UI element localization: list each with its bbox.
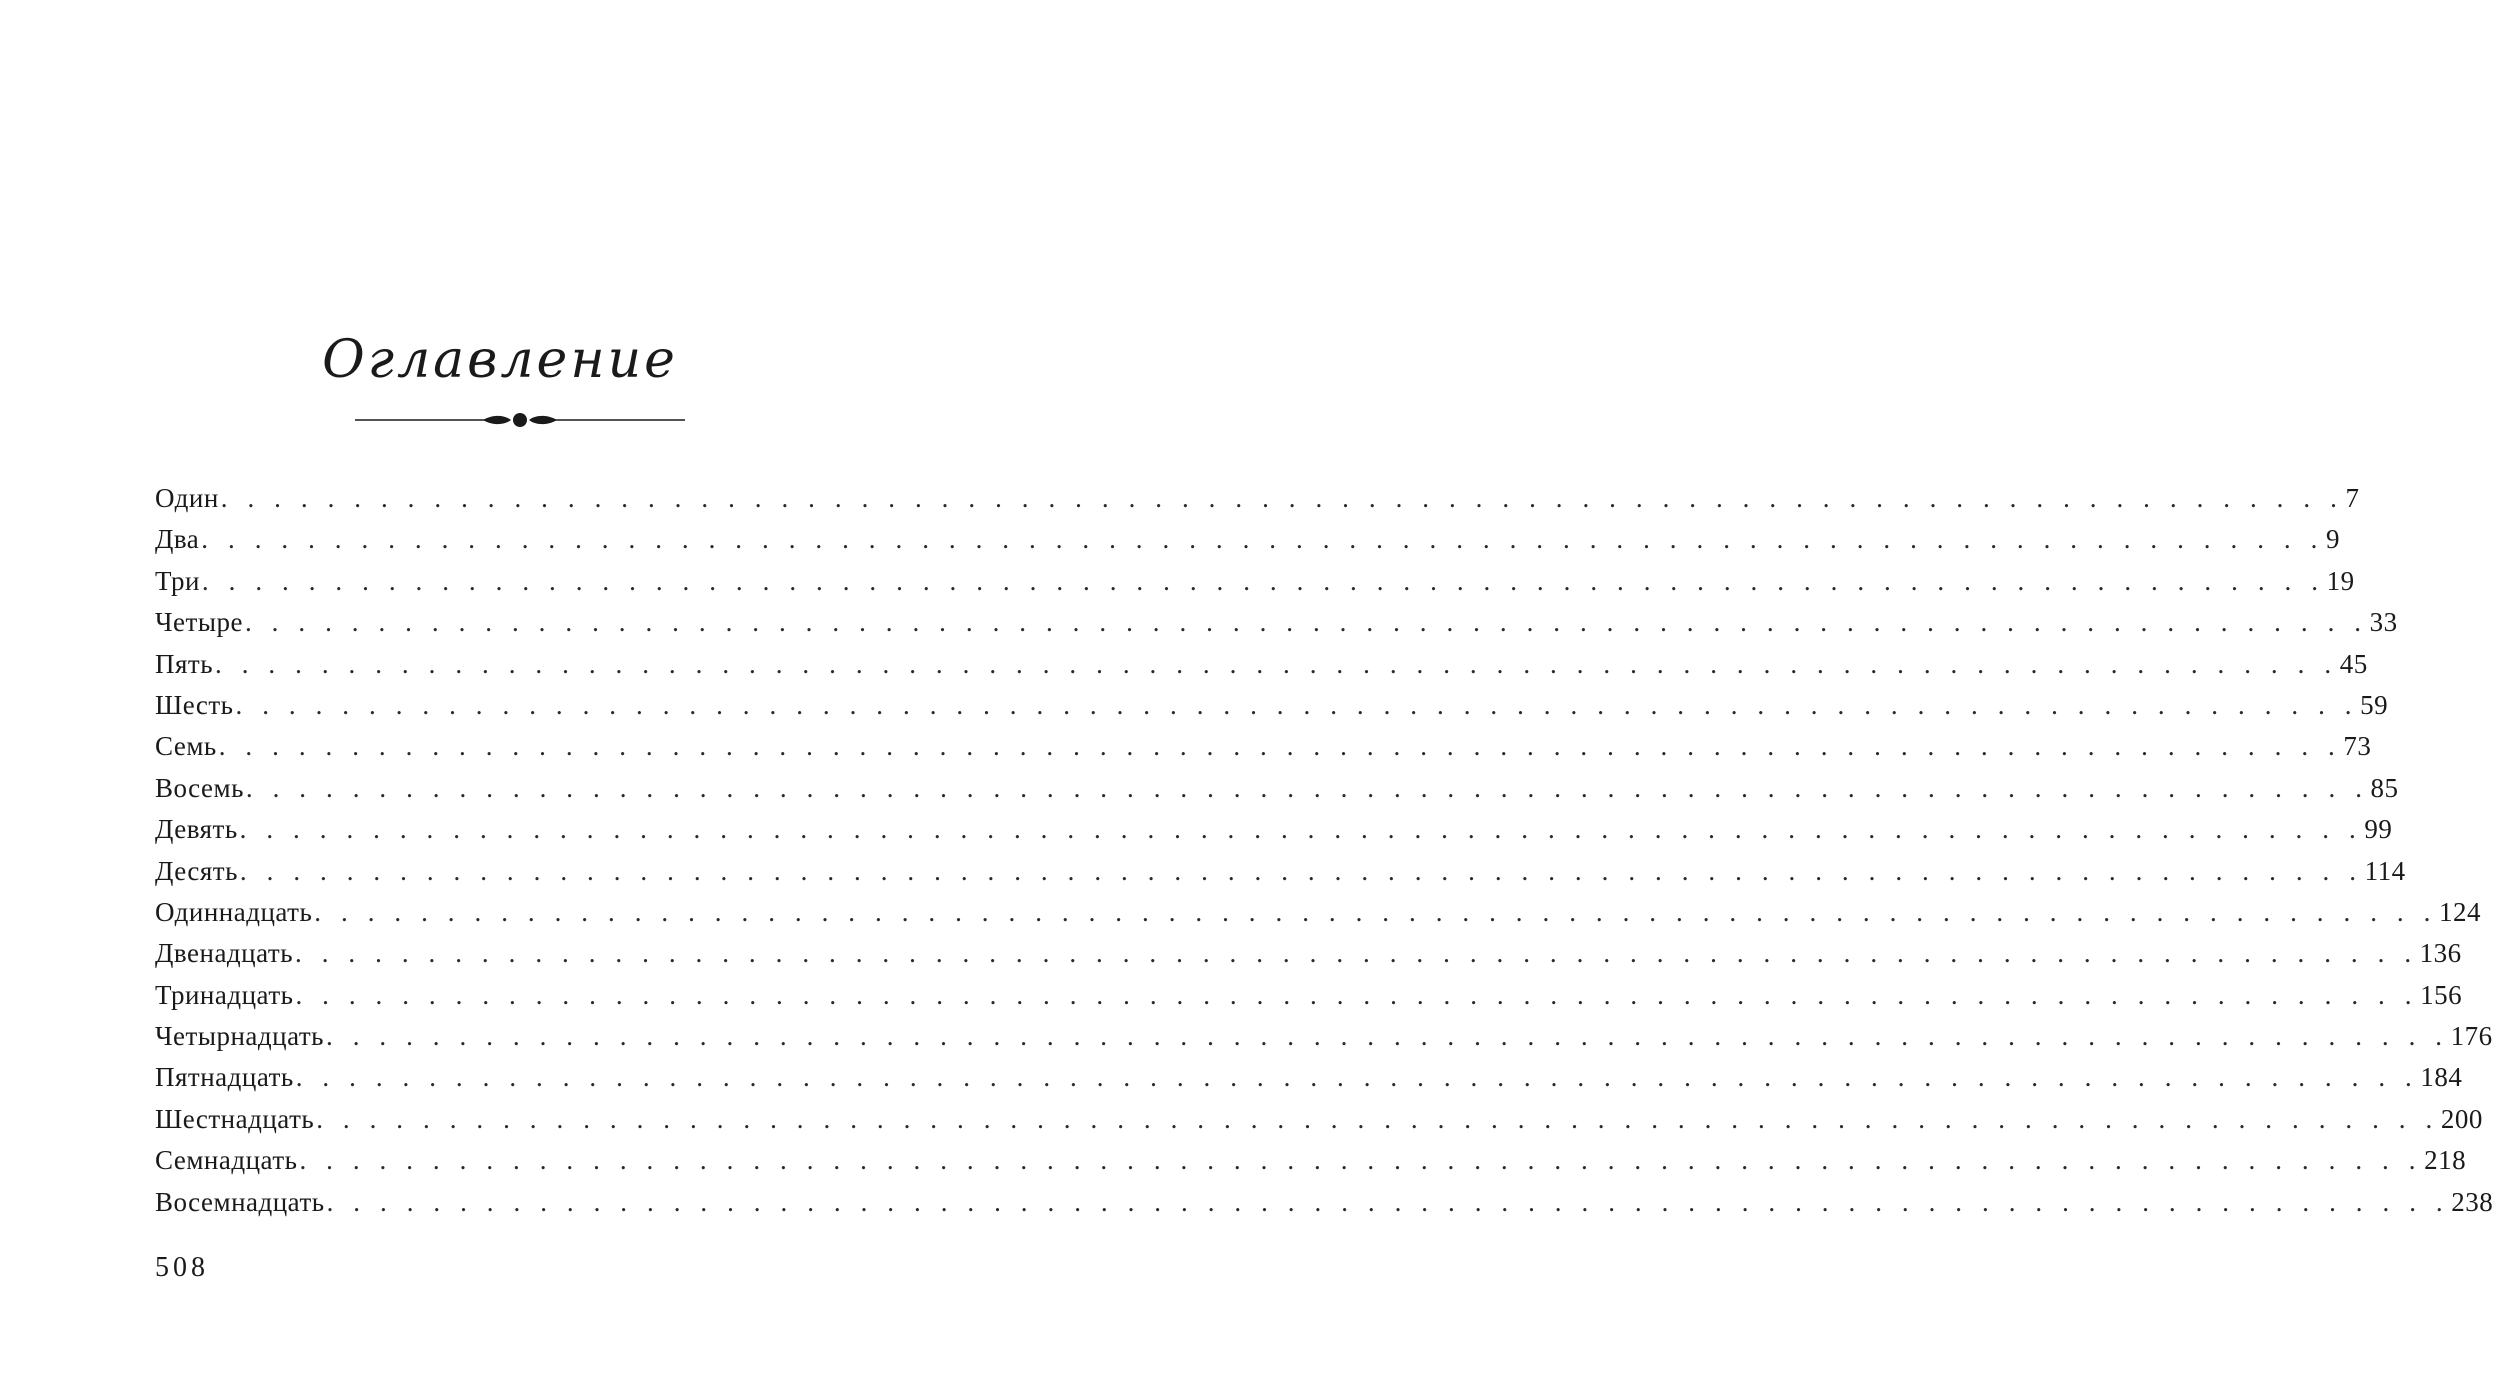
toc-entry[interactable] <box>155 478 2360 519</box>
toc-entry-label: Восемнадцать <box>155 1186 325 1217</box>
toc-entry[interactable] <box>155 1057 2463 1098</box>
toc-entry[interactable] <box>155 726 2372 767</box>
toc-entry-label: Пять <box>155 648 214 679</box>
toc-leader-dots: . . . . . . . . . . . . . . . . . . . . . . . . . . . . . . . . . . . . . . . . . . . . . . . . . . . . . . . . . . . . . . . . . . . . . . . . . . . . . . . . <box>326 1186 2450 1217</box>
toc-leader-dots: . . . . . . . . . . . . . . . . . . . . . . . . . . . . . . . . . . . . . . . . . . . . . . . . . . . . . . . . . . . . . . . . . . . . . . . . . . . . . . . . <box>239 855 2363 886</box>
toc-entry-page-number: 59 <box>2360 689 2389 720</box>
toc-entry-page-number: 238 <box>2451 1186 2493 1217</box>
toc-entry-page-number: 218 <box>2424 1145 2467 1176</box>
toc-leader-dots: . . . . . . . . . . . . . . . . . . . . . . . . . . . . . . . . . . . . . . . . . . . . . . . . . . . . . . . . . . . . . . . . . . . . . . . . . . . . . . . . <box>295 938 2418 969</box>
toc-entry[interactable] <box>155 809 2393 850</box>
toc-entry[interactable] <box>155 768 2399 809</box>
toc-entry-page-number: 73 <box>2343 731 2372 762</box>
toc-leader-dots: . . . . . . . . . . . . . . . . . . . . . . . . . . . . . . . . . . . . . . . . . . . . . . . . . . . . . . . . . . . . . . . . . . . . . . . . . . . . . . . . <box>235 689 2359 720</box>
toc-entry-page-number: 200 <box>2440 1103 2483 1134</box>
toc-leader-dots: . . . . . . . . . . . . . . . . . . . . . . . . . . . . . . . . . . . . . . . . . . . . . . . . . . . . . . . . . . . . . . . . . . . . . . . . . . . . . . . . <box>201 524 2324 555</box>
toc-leader-dots: . . . . . . . . . . . . . . . . . . . . . . . . . . . . . . . . . . . . . . . . . . . . . . . . . . . . . . . . . . . . . . . . . . . . . . . . . . . . . . . . <box>218 731 2342 762</box>
toc-entry-label: Два <box>155 524 200 555</box>
toc-entry[interactable] <box>155 933 2462 974</box>
toc-entry[interactable] <box>155 1140 2467 1181</box>
toc-entry[interactable] <box>155 685 2389 726</box>
toc-entry-label: Девять <box>155 814 238 845</box>
toc-entry[interactable] <box>155 975 2463 1016</box>
toc-leader-dots: . . . . . . . . . . . . . . . . . . . . . . . . . . . . . . . . . . . . . . . . . . . . . . . . . . . . . . . . . . . . . . . . . . . . . . . . . . . . . . . . <box>220 483 2344 513</box>
toc-entry-page-number: 99 <box>2364 814 2393 845</box>
toc-entry-label: Семь <box>155 731 217 762</box>
toc-entry-label: Пятнадцать <box>155 1062 294 1093</box>
toc-entry-page-number: 19 <box>2326 565 2355 596</box>
title-ornament-divider <box>355 408 685 432</box>
toc-entry-label: Один <box>155 483 219 513</box>
toc-entry[interactable] <box>155 561 2355 602</box>
toc-leader-dots: . . . . . . . . . . . . . . . . . . . . . . . . . . . . . . . . . . . . . . . . . . . . . . . . . . . . . . . . . . . . . . . . . . . . . . . . . . . . . . . . <box>314 896 2437 927</box>
toc-entry-label: Одиннадцать <box>155 896 313 927</box>
toc-entry-label: Четырнадцать <box>155 1021 324 1052</box>
toc-entry[interactable] <box>155 1182 2493 1223</box>
toc-leader-dots: . . . . . . . . . . . . . . . . . . . . . . . . . . . . . . . . . . . . . . . . . . . . . . . . . . . . . . . . . . . . . . . . . . . . . . . . . . . . . . . . <box>201 565 2325 596</box>
page-number: 508 <box>155 1252 209 1283</box>
toc-entry[interactable] <box>155 851 2406 892</box>
toc-leader-dots: . . . . . . . . . . . . . . . . . . . . . . . . . . . . . . . . . . . . . . . . . . . . . . . . . . . . . . . . . . . . . . . . . . . . . . . . . . . . . . . . <box>295 979 2419 1010</box>
toc-entry-label: Десять <box>155 855 238 886</box>
toc-leader-dots: . . . . . . . . . . . . . . . . . . . . . . . . . . . . . . . . . . . . . . . . . . . . . . . . . . . . . . . . . . . . . . . . . . . . . . . . . . . . . . . . <box>215 648 2338 679</box>
toc-leader-dots: . . . . . . . . . . . . . . . . . . . . . . . . . . . . . . . . . . . . . . . . . . . . . . . . . . . . . . . . . . . . . . . . . . . . . . . . . . . . . . . . <box>326 1021 2449 1052</box>
toc-leader-dots: . . . . . . . . . . . . . . . . . . . . . . . . . . . . . . . . . . . . . . . . . . . . . . . . . . . . . . . . . . . . . . . . . . . . . . . . . . . . . . . . <box>316 1103 2439 1134</box>
toc-entry-label: Семнадцать <box>155 1145 298 1176</box>
toc-entry-label: Шесть <box>155 689 234 720</box>
toc-entry[interactable] <box>155 1099 2483 1140</box>
toc-entry-page-number: 176 <box>2450 1021 2493 1052</box>
toc-entry[interactable] <box>155 1016 2493 1057</box>
toc-entry-page-number: 7 <box>2345 483 2360 513</box>
toc-leader-dots: . . . . . . . . . . . . . . . . . . . . . . . . . . . . . . . . . . . . . . . . . . . . . . . . . . . . . . . . . . . . . . . . . . . . . . . . . . . . . . . . <box>239 814 2363 845</box>
toc-entry-page-number: 136 <box>2419 938 2462 969</box>
table-of-contents <box>155 478 2493 1223</box>
toc-leader-dots: . . . . . . . . . . . . . . . . . . . . . . . . . . . . . . . . . . . . . . . . . . . . . . . . . . . . . . . . . . . . . . . . . . . . . . . . . . . . . . . . <box>295 1062 2419 1093</box>
toc-entry-page-number: 9 <box>2325 524 2340 555</box>
toc-entry-page-number: 45 <box>2339 648 2368 679</box>
toc-entry-page-number: 85 <box>2370 772 2399 803</box>
toc-leader-dots: . . . . . . . . . . . . . . . . . . . . . . . . . . . . . . . . . . . . . . . . . . . . . . . . . . . . . . . . . . . . . . . . . . . . . . . . . . . . . . . . <box>245 772 2369 803</box>
toc-entry-label: Восемь <box>155 772 244 803</box>
toc-entry-label: Шестнадцать <box>155 1103 315 1134</box>
toc-leader-dots: . . . . . . . . . . . . . . . . . . . . . . . . . . . . . . . . . . . . . . . . . . . . . . . . . . . . . . . . . . . . . . . . . . . . . . . . . . . . . . . . <box>299 1145 2423 1176</box>
toc-entry-label: Двенадцать <box>155 938 294 969</box>
toc-entry[interactable] <box>155 602 2398 643</box>
toc-entry-label: Тринадцать <box>155 979 294 1010</box>
toc-entry-page-number: 156 <box>2420 979 2463 1010</box>
toc-entry-label: Четыре <box>155 607 243 638</box>
toc-entry[interactable] <box>155 892 2481 933</box>
toc-entry[interactable] <box>155 519 2340 560</box>
toc-entry[interactable] <box>155 644 2368 685</box>
toc-entry-page-number: 184 <box>2420 1062 2463 1093</box>
toc-entry-page-number: 124 <box>2438 896 2481 927</box>
toc-title: Оглавление <box>322 330 678 390</box>
toc-leader-dots: . . . . . . . . . . . . . . . . . . . . . . . . . . . . . . . . . . . . . . . . . . . . . . . . . . . . . . . . . . . . . . . . . . . . . . . . . . . . . . . . <box>244 607 2368 638</box>
toc-entry-page-number: 33 <box>2369 607 2398 638</box>
toc-entry-page-number: 114 <box>2364 855 2406 886</box>
toc-entry-label: Три <box>155 565 200 596</box>
